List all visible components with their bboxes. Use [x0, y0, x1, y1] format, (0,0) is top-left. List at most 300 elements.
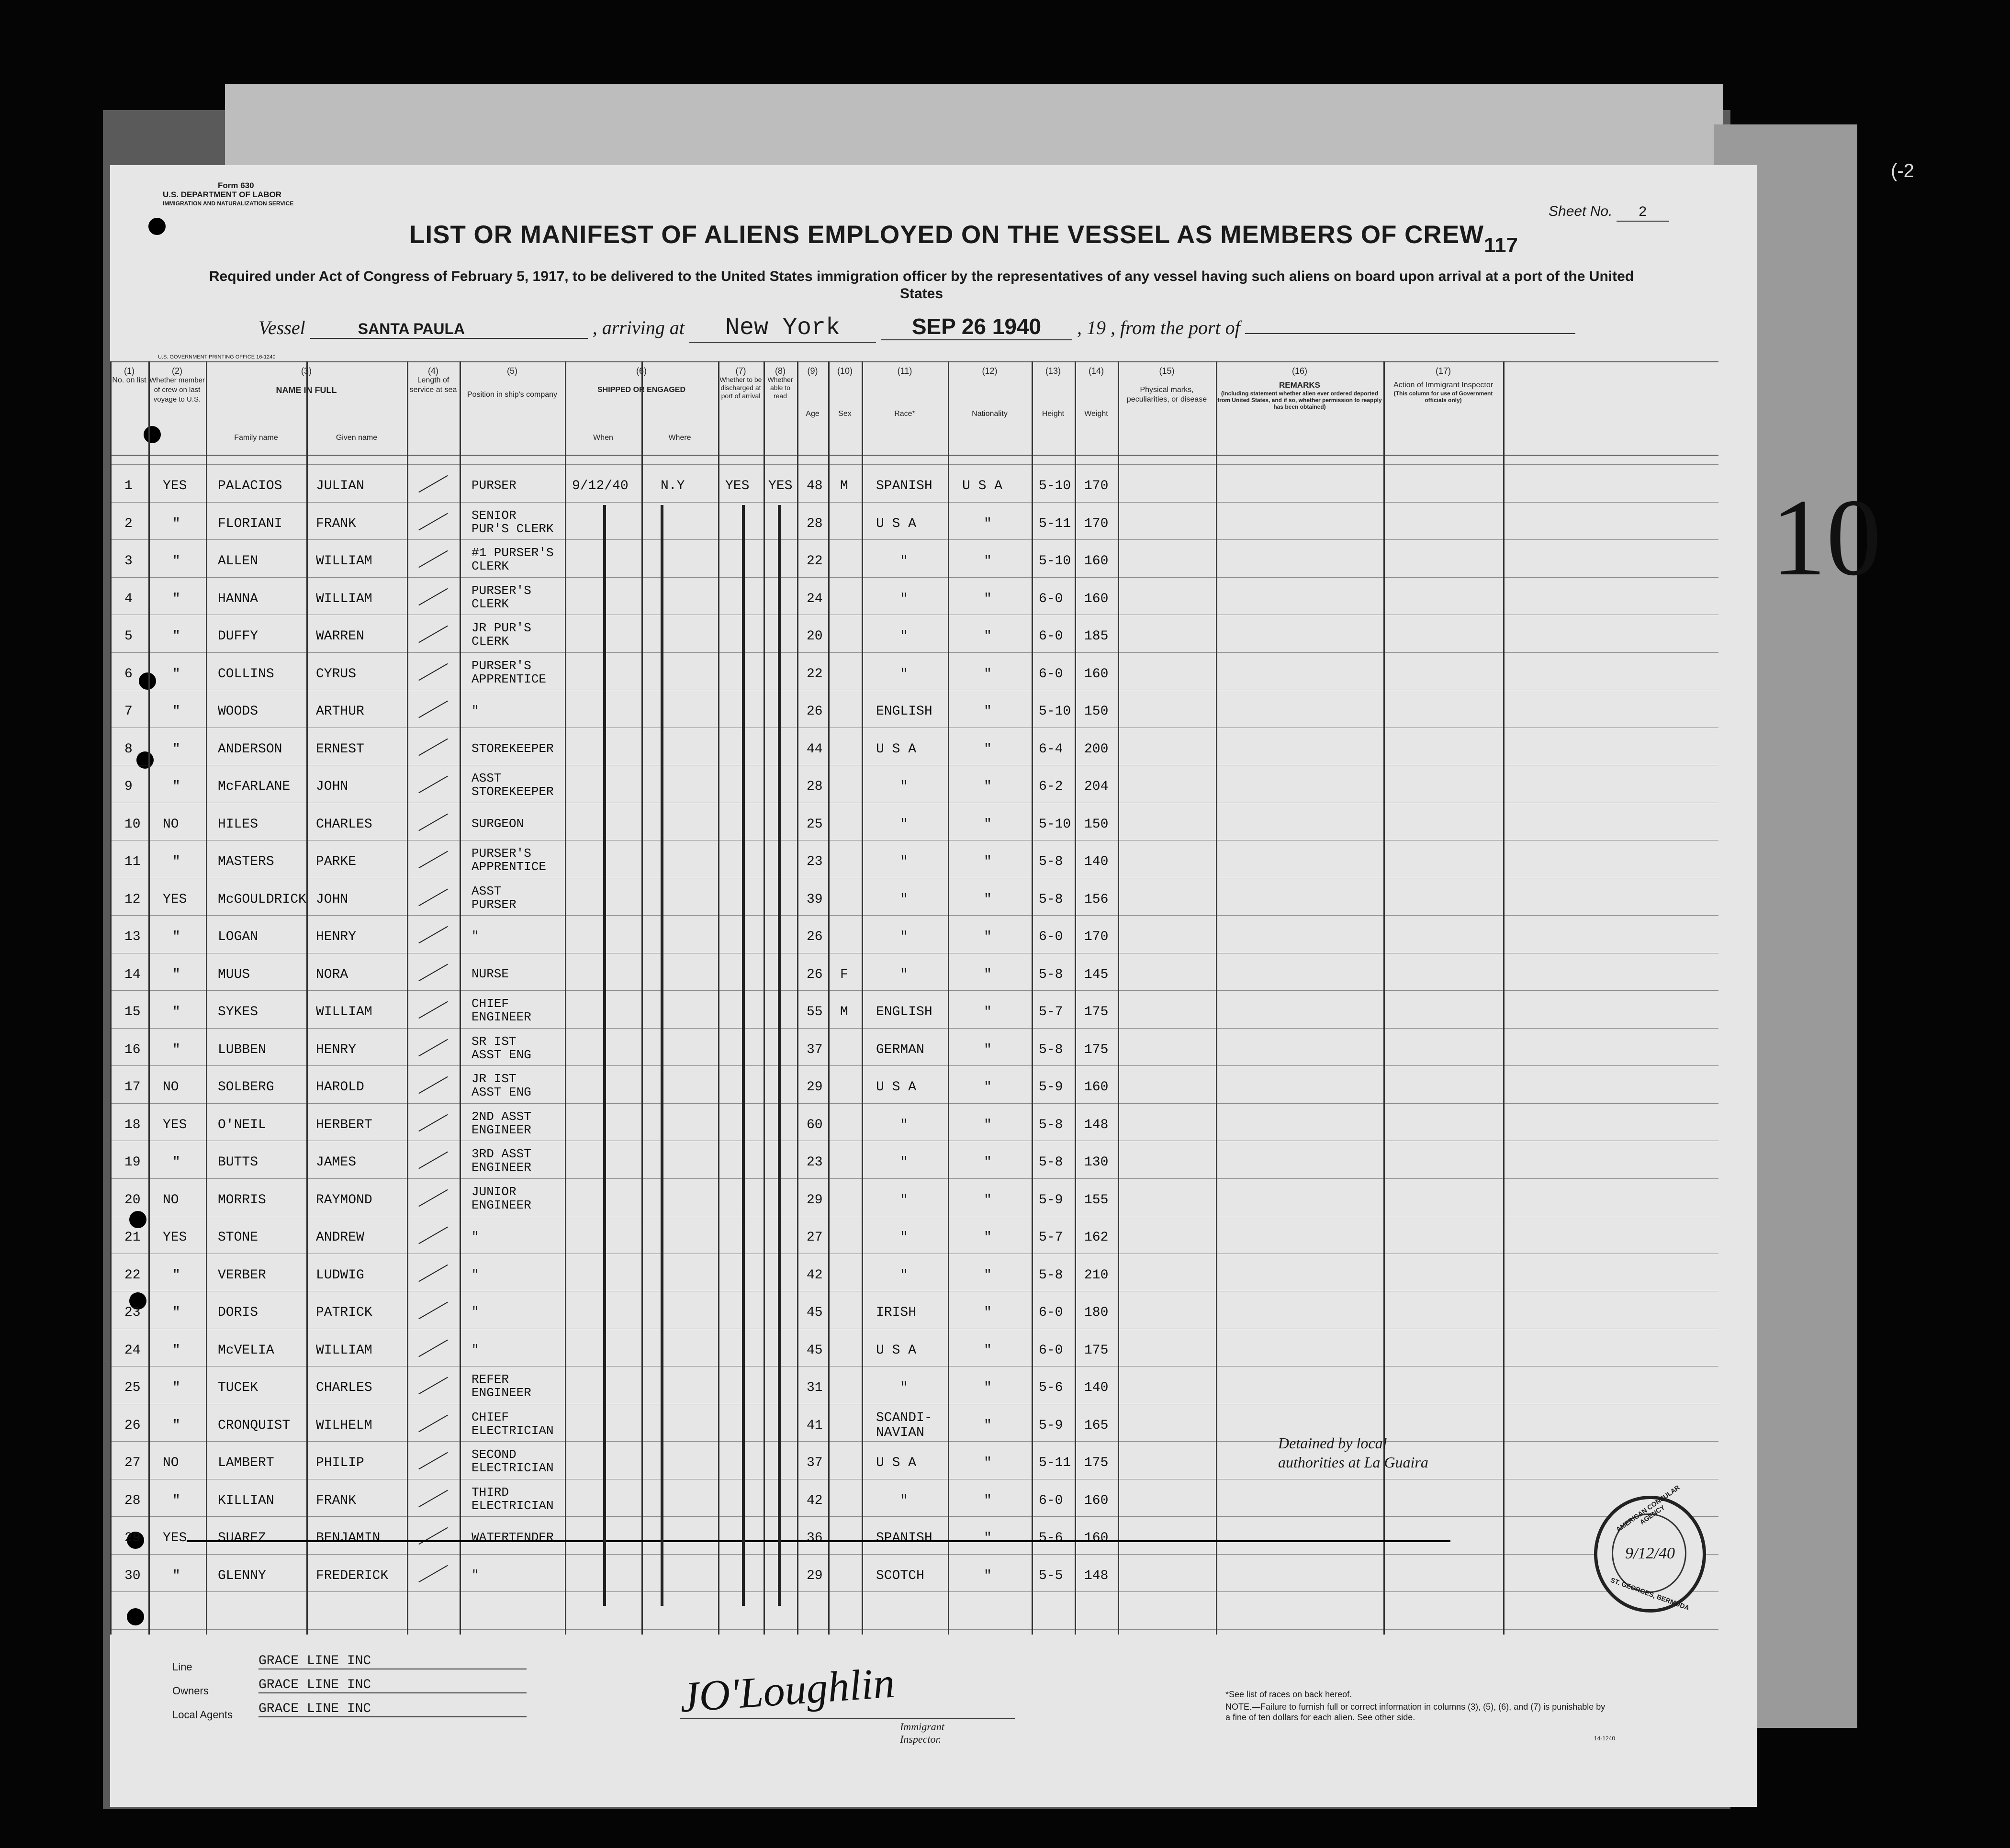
height: 5-8 — [1039, 1267, 1063, 1283]
last-voyage: YES — [163, 1230, 187, 1245]
table-row — [110, 544, 1718, 582]
nationality: U S A — [962, 479, 1003, 493]
last-voyage: " — [172, 967, 180, 982]
row-number: 18 — [124, 1117, 141, 1132]
weight: 175 — [1084, 1343, 1109, 1358]
family-name: DUFFY — [218, 629, 258, 644]
position: NURSE — [472, 966, 509, 981]
family-name: GLENNY — [218, 1568, 266, 1583]
given-name: HENRY — [316, 1042, 357, 1057]
family-name: BUTTS — [218, 1155, 258, 1170]
age: 37 — [807, 1456, 823, 1470]
nationality: " — [984, 967, 992, 982]
col-header-10 — [828, 366, 862, 419]
table-row — [110, 1296, 1718, 1333]
weight: 160 — [1084, 591, 1109, 606]
position: SENIOR PUR'S CLERK — [472, 508, 554, 536]
col-header-1 — [110, 366, 148, 385]
vessel-label: Vessel — [258, 317, 305, 338]
table-row — [110, 1559, 1718, 1596]
age: 29 — [807, 1192, 823, 1208]
weight: 140 — [1084, 854, 1109, 869]
service-tick — [418, 851, 448, 869]
line-label: Line — [172, 1661, 192, 1673]
col-header-2 — [148, 366, 206, 404]
nationality: " — [984, 666, 992, 682]
race: " — [900, 892, 908, 907]
race: " — [900, 1192, 908, 1208]
family-name: MUUS — [218, 967, 250, 982]
weight: 204 — [1084, 779, 1109, 794]
given-name: JOHN — [316, 779, 348, 794]
table-row — [110, 1183, 1718, 1221]
nationality: " — [984, 1005, 992, 1019]
row-number: 11 — [124, 854, 141, 869]
stamp-bottom-text: ST. GEORGES, BERMUDA — [1609, 1576, 1691, 1612]
voyage-line — [258, 314, 1575, 343]
inspector-label: Immigrant Inspector. — [900, 1721, 944, 1745]
weight: 162 — [1084, 1230, 1109, 1245]
row-number: 2 — [124, 516, 133, 531]
table-row — [110, 1258, 1718, 1296]
height: 6-2 — [1039, 779, 1063, 794]
table-row — [110, 619, 1718, 657]
height: 5-8 — [1039, 1155, 1063, 1170]
race: U S A — [876, 1456, 917, 1470]
last-voyage: " — [172, 1155, 180, 1170]
sex: M — [840, 479, 848, 493]
height: 5-10 — [1039, 817, 1071, 832]
nationality: " — [984, 1117, 992, 1132]
given-name: JULIAN — [316, 479, 364, 493]
table-row — [110, 1221, 1718, 1258]
family-name: KILLIAN — [218, 1493, 274, 1508]
corner-mark: (-2 — [1891, 160, 1914, 181]
punch-hole — [148, 218, 166, 235]
service-tick — [418, 963, 448, 981]
arrival-port: New York — [689, 314, 876, 343]
weight: 160 — [1084, 554, 1109, 569]
table-row — [110, 507, 1718, 544]
table-row — [110, 1333, 1718, 1371]
age: 55 — [807, 1005, 823, 1019]
grid-rule — [110, 1629, 1718, 1630]
nationality: " — [984, 779, 992, 794]
service-tick — [418, 1565, 448, 1582]
form-number: Form 630 — [218, 181, 254, 190]
family-name: LUBBEN — [218, 1042, 266, 1057]
col-header-12 — [948, 366, 1032, 419]
weight: 185 — [1084, 629, 1109, 644]
table-row — [110, 1070, 1718, 1108]
nationality: " — [984, 1380, 992, 1395]
col-label: No. on list — [112, 376, 146, 384]
service-tick — [418, 588, 448, 605]
position: PURSER'S APPRENTICE — [472, 846, 547, 874]
height: 5-11 — [1039, 516, 1071, 531]
height: 5-8 — [1039, 967, 1063, 982]
row-number: 3 — [124, 554, 133, 569]
race: " — [900, 591, 908, 606]
nationality: " — [984, 1531, 992, 1546]
race: IRISH — [876, 1305, 917, 1320]
last-voyage: YES — [163, 892, 187, 907]
position: SURGEON — [472, 816, 524, 831]
age: 39 — [807, 892, 823, 907]
table-row — [110, 1484, 1718, 1521]
col-num: (12) — [982, 366, 998, 376]
position: CHIEF ENGINEER — [472, 997, 531, 1024]
nationality: " — [984, 1080, 992, 1095]
form-code: 14-1240 — [1594, 1735, 1616, 1742]
race: SPANISH — [876, 479, 932, 493]
service-tick — [418, 1377, 448, 1395]
serial-number: 117 — [1484, 234, 1518, 257]
age: 60 — [807, 1117, 823, 1132]
table-row — [110, 694, 1718, 732]
given-name: HERBERT — [316, 1117, 372, 1132]
table-row — [110, 1446, 1718, 1483]
race: " — [900, 1493, 908, 1508]
last-voyage: NO — [163, 817, 179, 832]
age: 31 — [807, 1380, 823, 1395]
last-voyage: " — [172, 1568, 180, 1583]
given-name: ANDREW — [316, 1230, 364, 1245]
table-row — [110, 1409, 1718, 1446]
weight: 150 — [1084, 817, 1109, 832]
nationality: " — [984, 1042, 992, 1057]
owners-label: Owners — [172, 1685, 209, 1697]
row-number: 23 — [124, 1305, 141, 1320]
row-number: 19 — [124, 1155, 141, 1170]
race: " — [900, 930, 908, 944]
position: CHIEF ELECTRICIAN — [472, 1410, 554, 1438]
age: 25 — [807, 817, 823, 832]
position: 2ND ASST ENGINEER — [472, 1109, 531, 1137]
col-label: Race* — [894, 410, 915, 418]
age: 24 — [807, 591, 823, 606]
col-header-4 — [407, 366, 460, 395]
weight: 130 — [1084, 1155, 1109, 1170]
service-tick — [418, 1302, 448, 1320]
col-label: Height — [1042, 410, 1065, 418]
service-tick — [418, 1452, 448, 1470]
col-header-15 — [1118, 366, 1216, 404]
last-voyage: " — [172, 1042, 180, 1057]
height: 5-8 — [1039, 1042, 1063, 1057]
service-tick — [418, 813, 448, 831]
table-row — [110, 807, 1718, 845]
last-voyage: YES — [163, 1531, 187, 1546]
agents-value: GRACE LINE INC — [258, 1702, 527, 1717]
page-subtitle: Required under Act of Congress of February 5, 1917, to be delivered to the United States immigration officer by the representatives of any vessel having such aliens on board upon arrival at a port of the United States — [209, 269, 1634, 302]
last-voyage: " — [172, 554, 180, 569]
given-name: WILLIAM — [316, 554, 372, 569]
from-port-field — [1245, 333, 1575, 334]
weight: 170 — [1084, 930, 1109, 944]
agents-label: Local Agents — [172, 1709, 233, 1721]
height: 5-7 — [1039, 1230, 1063, 1245]
row-number: 27 — [124, 1456, 141, 1470]
year-label: , 19 — [1077, 317, 1106, 338]
height: 5-9 — [1039, 1080, 1063, 1095]
col-header-16 — [1216, 366, 1383, 410]
family-name: WOODS — [218, 704, 258, 719]
col-header-13 — [1032, 366, 1075, 419]
table-top-rule — [110, 361, 1718, 362]
row-number: 28 — [124, 1493, 141, 1508]
col-num: (14) — [1088, 366, 1104, 376]
row-number: 6 — [124, 666, 133, 682]
service-tick — [418, 550, 448, 568]
age: 26 — [807, 967, 823, 982]
background-paper-top — [225, 84, 1723, 165]
sub-when: When — [593, 434, 613, 442]
row-number: 21 — [124, 1230, 141, 1245]
printing-office: U.S. GOVERNMENT PRINTING OFFICE 16-1240 — [158, 354, 276, 360]
table-row — [110, 657, 1718, 694]
table-row — [110, 958, 1718, 995]
height: 6-0 — [1039, 1343, 1063, 1358]
last-voyage: " — [172, 1267, 180, 1283]
col-num: (4) — [428, 366, 438, 376]
family-name: SUAREZ — [218, 1531, 266, 1546]
table-row — [110, 1108, 1718, 1145]
position: JR PUR'S CLERK — [472, 621, 531, 649]
row-number: 4 — [124, 591, 133, 606]
race: " — [900, 854, 908, 869]
position: 3RD ASST ENGINEER — [472, 1147, 531, 1175]
given-name: CYRUS — [316, 666, 357, 682]
race: " — [900, 1267, 908, 1283]
given-name: LUDWIG — [316, 1267, 364, 1283]
age: 22 — [807, 666, 823, 682]
nationality: " — [984, 516, 992, 531]
service-tick — [418, 1414, 448, 1432]
family-name: HANNA — [218, 591, 258, 606]
height: 5-5 — [1039, 1568, 1063, 1583]
table-row — [110, 845, 1718, 882]
sheet-label: Sheet No. — [1549, 203, 1613, 219]
table-row — [110, 1145, 1718, 1183]
nationality: " — [984, 892, 992, 907]
service-tick — [418, 663, 448, 681]
stamp-center-text: 9/12/40 — [1625, 1545, 1675, 1562]
inspector-signature — [678, 1659, 944, 1745]
given-name: WILLIAM — [316, 1005, 372, 1019]
position: ASST STOREKEEPER — [472, 771, 554, 799]
position: PURSER'S APPRENTICE — [472, 658, 547, 686]
penalty-note: NOTE.—Failure to furnish full or correct information in columns (3), (5), (6), and (7) is punishable by a fine of ten dollars for each alien. See other side. — [1225, 1702, 1606, 1722]
col-header-14 — [1075, 366, 1118, 419]
last-voyage: YES — [163, 1117, 187, 1132]
race: " — [900, 554, 908, 569]
age: 29 — [807, 1080, 823, 1095]
family-name: McGOULDRICK — [218, 892, 306, 907]
race: GERMAN — [876, 1042, 924, 1057]
col-label: Whether able to read — [767, 376, 793, 400]
last-voyage: " — [172, 704, 180, 719]
position: " — [472, 1305, 479, 1319]
ditto-bracket — [603, 505, 606, 1606]
col-label: Action of Immigrant Inspector — [1393, 381, 1493, 389]
row-number: 1 — [124, 479, 133, 493]
position: ASST PURSER — [472, 884, 517, 912]
position: WATERTENDER — [472, 1530, 554, 1545]
from-label: , from the port of — [1111, 317, 1240, 338]
row-number: 22 — [124, 1267, 141, 1283]
race: " — [900, 1230, 908, 1245]
weight: 160 — [1084, 1531, 1109, 1546]
family-name: SOLBERG — [218, 1080, 274, 1095]
race: " — [900, 1117, 908, 1132]
last-voyage: " — [172, 779, 180, 794]
col-header-7 — [718, 366, 764, 400]
row-number: 29 — [124, 1531, 141, 1546]
service-tick — [418, 738, 448, 756]
family-name: CRONQUIST — [218, 1418, 291, 1433]
discharged: YES — [725, 479, 750, 493]
row-number: 24 — [124, 1343, 141, 1358]
col-label: Length of service at sea — [409, 376, 457, 394]
race: " — [900, 967, 908, 982]
page-title: LIST OR MANIFEST OF ALIENS EMPLOYED ON THE VESSEL AS MEMBERS OF CREW — [409, 221, 1484, 249]
age: 41 — [807, 1418, 823, 1433]
row-number: 8 — [124, 741, 133, 757]
nationality: " — [984, 741, 992, 757]
service-tick — [418, 1490, 448, 1507]
shipped-when: 9/12/40 — [572, 479, 629, 493]
col-num: (5) — [507, 366, 517, 376]
nationality: " — [984, 1568, 992, 1583]
height: 5-8 — [1039, 892, 1063, 907]
age: 23 — [807, 1155, 823, 1170]
consular-stamp — [1594, 1483, 1706, 1613]
col-label: Weight — [1084, 410, 1108, 418]
last-voyage: " — [172, 516, 180, 531]
height: 6-0 — [1039, 930, 1063, 944]
height: 5-6 — [1039, 1380, 1063, 1395]
age: 22 — [807, 554, 823, 569]
nationality: " — [984, 591, 992, 606]
action-note: (This column for use of Government officials only) — [1393, 390, 1493, 403]
col-label: Whether member of crew on last voyage to U.S. — [149, 376, 205, 403]
service-tick — [418, 1339, 448, 1357]
col-label: Whether to be discharged at port of arrival — [719, 376, 762, 400]
age: 36 — [807, 1531, 823, 1546]
table-row — [110, 469, 1718, 506]
table-row — [110, 1371, 1718, 1408]
given-name: JOHN — [316, 892, 348, 907]
family-name: McVELIA — [218, 1343, 274, 1358]
weight: 170 — [1084, 479, 1109, 493]
given-name: HAROLD — [316, 1080, 364, 1095]
col-label: NAME IN FULL — [276, 385, 337, 395]
service-tick — [418, 1189, 448, 1207]
col-num: (15) — [1159, 366, 1175, 376]
col-num: (3) — [301, 366, 312, 376]
owners-value: GRACE LINE INC — [258, 1678, 527, 1693]
family-name: ANDERSON — [218, 741, 282, 757]
arrival-date: SEP 26 1940 — [881, 314, 1072, 340]
race: ENGLISH — [876, 704, 932, 719]
department: U.S. DEPARTMENT OF LABOR — [163, 190, 282, 199]
nationality: " — [984, 1456, 992, 1470]
height: 6-0 — [1039, 1305, 1063, 1320]
service-tick — [418, 1001, 448, 1019]
col-num: (13) — [1045, 366, 1061, 376]
given-name: BENJAMIN — [316, 1531, 381, 1546]
service-tick — [418, 888, 448, 906]
given-name: ERNEST — [316, 741, 364, 757]
height: 5-9 — [1039, 1192, 1063, 1208]
service-tick — [418, 776, 448, 794]
position: " — [472, 1342, 479, 1357]
last-voyage: YES — [163, 479, 187, 493]
given-name: PARKE — [316, 854, 357, 869]
service-tick — [418, 513, 448, 530]
service-tick — [418, 475, 448, 493]
table-row — [110, 770, 1718, 807]
height: 6-0 — [1039, 629, 1063, 644]
vessel-name: SANTA PAULA — [310, 320, 588, 339]
sub-given: Given name — [336, 434, 378, 442]
col-header-9 — [797, 366, 828, 419]
race: U S A — [876, 1343, 917, 1358]
signature-text: JO'Loughlin — [678, 1659, 897, 1722]
family-name: VERBER — [218, 1267, 266, 1283]
nationality: " — [984, 1192, 992, 1208]
sub-where: Where — [668, 434, 691, 442]
race: " — [900, 779, 908, 794]
col-num: (2) — [172, 366, 182, 376]
family-name: DORIS — [218, 1305, 258, 1320]
last-voyage: " — [172, 591, 180, 606]
given-name: NORA — [316, 967, 348, 982]
family-name: LOGAN — [218, 930, 258, 944]
family-name: LAMBERT — [218, 1456, 274, 1470]
weight: 145 — [1084, 967, 1109, 982]
weight: 160 — [1084, 1080, 1109, 1095]
given-name: WARREN — [316, 629, 364, 644]
family-name: STONE — [218, 1230, 258, 1245]
height: 6-0 — [1039, 1493, 1063, 1508]
age: 20 — [807, 629, 823, 644]
age: 45 — [807, 1305, 823, 1320]
race: " — [900, 629, 908, 644]
age: 26 — [807, 930, 823, 944]
nationality: " — [984, 1267, 992, 1283]
age: 28 — [807, 516, 823, 531]
table-row — [110, 883, 1718, 920]
given-name: WILHELM — [316, 1418, 372, 1433]
position: SECOND ELECTRICIAN — [472, 1447, 554, 1475]
given-name: CHARLES — [316, 1380, 372, 1395]
race: " — [900, 666, 908, 682]
row-number: 5 — [124, 629, 133, 644]
age: 45 — [807, 1343, 823, 1358]
col-label: Position in ship's company — [467, 391, 558, 399]
col-header-5 — [460, 366, 565, 400]
family-name: HILES — [218, 817, 258, 832]
last-voyage: " — [172, 1005, 180, 1019]
row-number: 9 — [124, 779, 133, 794]
service-tick — [418, 1264, 448, 1282]
family-name: MORRIS — [218, 1192, 266, 1208]
age: 42 — [807, 1267, 823, 1283]
nationality: " — [984, 1305, 992, 1320]
table-row — [110, 732, 1718, 770]
